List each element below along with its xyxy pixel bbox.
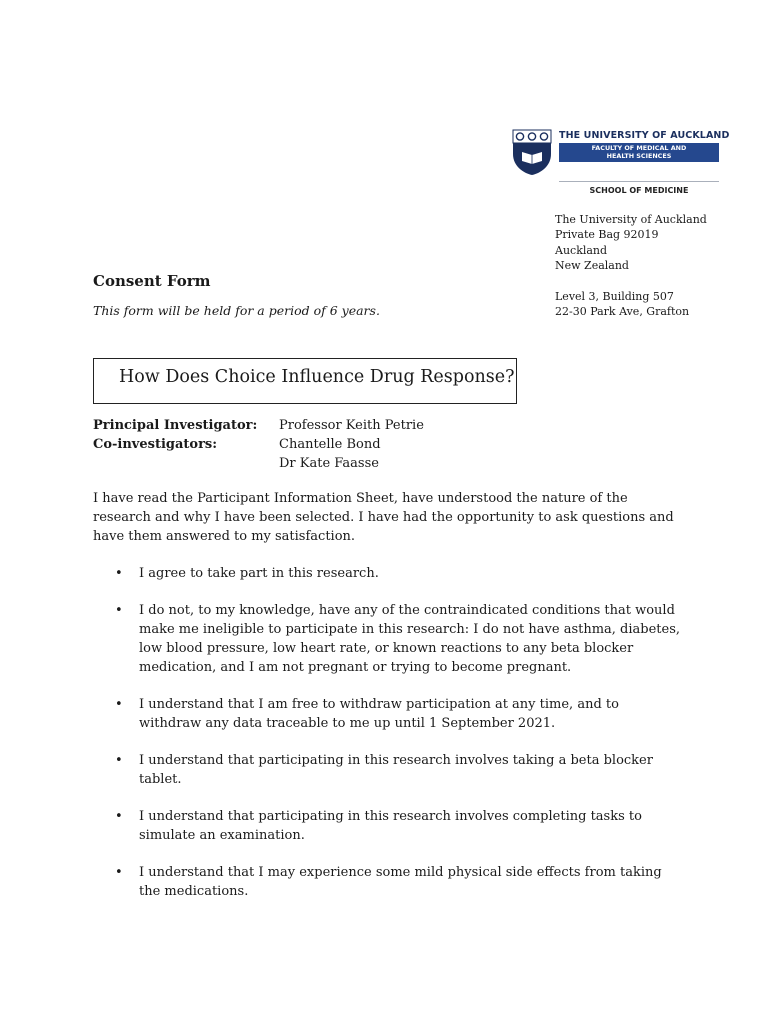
university-crest-icon xyxy=(511,128,553,176)
principal-investigator-label: Principal Investigator: xyxy=(93,418,258,433)
principal-investigator-name: Professor Keith Petrie xyxy=(279,418,424,433)
co-investigator-name: Dr Kate Faasse xyxy=(279,456,379,471)
faculty-banner xyxy=(559,143,719,162)
university-name: THE UNIVERSITY OF AUCKLAND xyxy=(559,130,730,141)
faculty-line-1: FACULTY OF MEDICAL AND xyxy=(591,144,687,152)
study-title: How Does Choice Influence Drug Response? xyxy=(119,367,515,387)
co-investigators-label: Co-investigators: xyxy=(93,437,218,452)
form-title: Consent Form xyxy=(93,272,211,290)
co-investigator-name: Chantelle Bond xyxy=(279,437,381,452)
consent-statement: • I understand that I am free to withdraw participation at any time, and to withdraw any data traceable to me up until 1 September 2021. xyxy=(93,695,684,733)
school-name: SCHOOL OF MEDICINE xyxy=(589,186,689,195)
address-line: New Zealand xyxy=(555,259,629,273)
consent-statement: • I do not, to my knowledge, have any of the contraindicated conditions that would make me ineligible to participate in this research: I do not have asthma, diabetes, low blood pressure, low heart rate, or known reactions to any beta blocker medication, and I am not pregnant or trying to become pregnant. xyxy=(93,601,684,677)
consent-statement: • I understand that I may experience some mild physical side effects from taking the medications. xyxy=(93,863,684,901)
consent-statement: • I understand that participating in this research involves completing tasks to simulate an examination. xyxy=(93,807,684,845)
address-line: Auckland xyxy=(555,243,608,257)
address-line: 22-30 Park Ave, Grafton xyxy=(555,305,690,319)
school-divider xyxy=(559,181,719,182)
study-title-box xyxy=(93,358,517,404)
consent-statement: • I understand that participating in this research involves taking a beta blocker tablet. xyxy=(93,751,684,789)
postal-address xyxy=(555,212,707,319)
intro-paragraph: I have read the Participant Information Sheet, have understood the nature of the research and why I have been selected. I have had the opportunity to ask questions and have them answered to my satisfaction. xyxy=(93,491,674,544)
consent-statement: • I agree to take part in this research. xyxy=(93,564,684,583)
address-line: Level 3, Building 507 xyxy=(555,289,674,303)
retention-note: This form will be held for a period of 6 years. xyxy=(93,303,380,318)
university-logo xyxy=(511,128,730,198)
address-line: The University of Auckland xyxy=(555,213,707,226)
consent-statements xyxy=(93,564,693,919)
address-line: Private Bag 92019 xyxy=(555,228,659,242)
investigators xyxy=(93,416,424,473)
faculty-line-2: HEALTH SCIENCES xyxy=(606,152,672,160)
